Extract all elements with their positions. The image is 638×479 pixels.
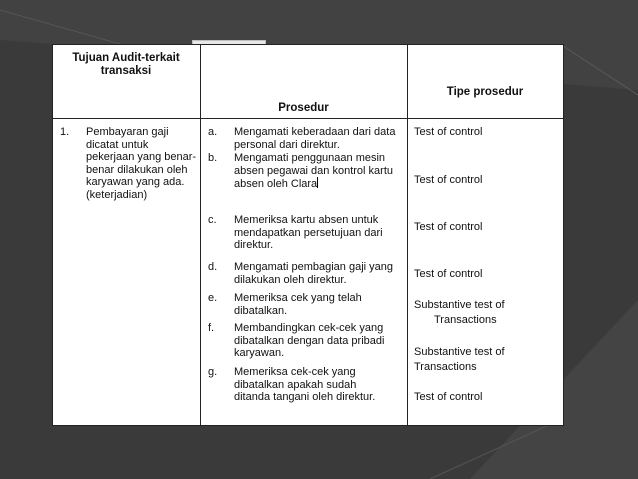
procedure-letter: f. xyxy=(208,322,215,334)
procedure-text: Memeriksa cek yang telah dibatalkan. xyxy=(234,292,362,317)
type-f-line2: Transactions xyxy=(414,361,477,373)
text-cursor xyxy=(317,177,318,188)
procedure-letter: c. xyxy=(208,214,217,226)
procedure-letter: a. xyxy=(208,126,218,138)
procedure-text-wrap xyxy=(234,152,404,191)
type-g: Test of control xyxy=(414,391,483,403)
procedure-letter: b. xyxy=(208,152,218,164)
type-c: Test of control xyxy=(414,221,483,233)
table-border-right xyxy=(563,44,564,426)
table-border-bottom xyxy=(52,425,564,426)
table-header-divider xyxy=(52,118,564,119)
objective-number: 1. xyxy=(60,126,70,138)
type-d: Test of control xyxy=(414,268,483,280)
table-border-col1 xyxy=(200,44,201,426)
objective-text: Pembayaran gaji dicatat untuk pekerjaan yang benar-benar dilakukan oleh karyawan yang ada.(keterjadian) xyxy=(86,126,197,201)
table-border-col2 xyxy=(407,44,408,426)
table-border-top xyxy=(52,44,564,45)
table-border-left xyxy=(52,44,53,426)
procedure-text: Mengamati penggunaan mesin absen pegawai dan kontrol kartu absen oleh Clara xyxy=(234,152,393,190)
procedure-text: Memeriksa kartu absen untuk mendapatkan persetujuan dari direktur. xyxy=(234,214,383,251)
procedure-letter: e. xyxy=(208,292,218,304)
header-tipe: Tipe prosedur xyxy=(446,86,524,98)
procedure-text: Mengamati pembagian gaji yang dilakukan oleh direktur. xyxy=(234,261,393,286)
procedure-text: Memeriksa cek-cek yang dibatalkan apakah sudah ditanda tangani oleh direktur. xyxy=(234,366,376,403)
type-e-line2: Transactions xyxy=(434,314,497,326)
type-a: Test of control xyxy=(414,126,483,138)
header-tujuan: Tujuan Audit-terkait transaksi xyxy=(72,52,180,77)
procedure-letter: d. xyxy=(208,261,218,273)
type-f-line1: Substantive test of xyxy=(414,346,505,358)
procedure-text: Mengamati keberadaan dari data personal dari direktur. xyxy=(234,126,396,151)
procedure-text: Membandingkan cek-cek yang dibatalkan dengan data pribadi karyawan. xyxy=(234,322,385,359)
procedure-letter: g. xyxy=(208,366,218,378)
slide-table xyxy=(52,44,564,426)
type-e-line1: Substantive test of xyxy=(414,299,505,311)
type-b: Test of control xyxy=(414,174,483,186)
header-prosedur: Prosedur xyxy=(278,102,329,114)
